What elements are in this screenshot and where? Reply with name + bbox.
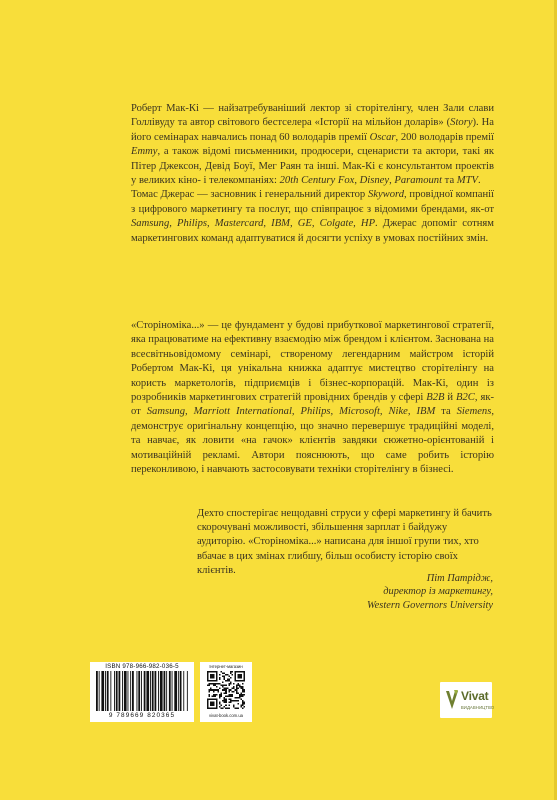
qr-module <box>233 688 235 690</box>
qr-module <box>225 700 227 702</box>
bio-text: , <box>389 175 395 187</box>
qr-module <box>227 679 229 681</box>
qr-module <box>236 689 238 691</box>
barcode-bar <box>114 671 115 711</box>
qr-module <box>234 689 236 691</box>
qr-module <box>210 688 212 690</box>
qr-module <box>230 700 232 702</box>
qr-module <box>227 674 229 676</box>
qr-module <box>243 701 245 703</box>
barcode-bar <box>158 671 159 711</box>
qr-module <box>234 700 236 702</box>
italic-brands: Samsung, Marriott International, Philips, Microsoft, Nike, IBM <box>146 406 436 418</box>
qr-module <box>215 689 217 691</box>
bio-text: — найзатребуваніший лектор зі сторітелінгу, член Зали слави Голлівуду та автор світового бестселера «Історії на мільйон доларів» ( <box>131 103 494 129</box>
qr-module <box>240 694 242 696</box>
qr-module <box>228 694 230 696</box>
author-name-geras: Томас Джерас <box>131 189 195 201</box>
qr-module <box>239 694 241 696</box>
qr-module <box>240 688 242 690</box>
italic-term: B2B <box>426 392 445 404</box>
qr-module <box>222 700 224 702</box>
barcode-bar <box>169 671 171 711</box>
qr-module <box>222 673 224 675</box>
qr-module <box>233 691 235 693</box>
qr-module <box>210 674 215 679</box>
vivat-v-icon <box>445 689 459 711</box>
qr-module <box>228 685 230 687</box>
qr-module <box>239 697 241 699</box>
isbn-barcode-block <box>90 662 194 722</box>
qr-module <box>225 689 227 691</box>
description-text: , як-от <box>131 392 494 418</box>
qr-module <box>230 698 232 700</box>
qr-module <box>224 677 226 679</box>
qr-module <box>231 674 233 676</box>
barcode-icon <box>96 671 188 711</box>
qr-module <box>243 694 245 696</box>
qr-module <box>218 691 220 693</box>
qr-module <box>224 688 226 690</box>
qr-module <box>240 704 242 706</box>
qr-module <box>237 685 239 687</box>
qr-module <box>209 695 211 697</box>
qr-module <box>215 694 217 696</box>
barcode-bar <box>128 671 129 711</box>
qr-module <box>213 683 215 685</box>
qr-module <box>234 697 236 699</box>
isbn-label: ISBN 978-966-982-036-5 <box>105 663 179 670</box>
qr-module <box>218 683 220 685</box>
barcode-bar <box>160 671 163 711</box>
qr-module <box>219 706 221 708</box>
qr-module <box>222 685 224 687</box>
qr-module <box>225 698 227 700</box>
qr-module <box>228 691 230 693</box>
qr-module <box>230 701 232 703</box>
qr-module <box>225 701 227 703</box>
qr-module <box>225 685 227 687</box>
qr-module <box>228 701 230 703</box>
barcode-bar <box>152 671 154 711</box>
qr-module <box>209 685 211 687</box>
bio-text: . Джерас допоміг сотням маркетингових команд адаптуватися й досягти успіху в умовах постійних змін. <box>131 218 494 244</box>
qr-module <box>231 700 233 702</box>
barcode-bar <box>172 671 173 711</box>
qr-module <box>236 686 238 688</box>
qr-module <box>233 683 235 685</box>
qr-module <box>231 688 233 690</box>
qr-module <box>225 707 227 709</box>
qr-module <box>227 707 229 709</box>
qr-module <box>219 679 221 681</box>
italic-award: Oscar <box>369 131 396 143</box>
qr-module <box>215 685 217 687</box>
qr-module <box>240 698 242 700</box>
qr-module <box>210 683 212 685</box>
author-name-mckee: Роберт Мак-Кі <box>131 103 199 114</box>
barcode-bar <box>166 671 167 711</box>
qr-module <box>243 689 245 691</box>
qr-module <box>236 707 238 709</box>
qr-module <box>222 676 224 678</box>
qr-module <box>242 691 244 693</box>
bio-mckee <box>131 102 494 188</box>
quote-text: Дехто спостерігає нещодавні струси у сфері маркетингу й бачить скорочувані можливості, збільшення зарплат і байдужу аудиторію. «Сторіноміка...» написана для іншої групи тих, хто вбачає в цих змінах глибшу, більш особисту історію своїх клієнтів. <box>197 508 492 576</box>
publisher-logo <box>440 682 495 718</box>
qr-module <box>222 689 224 691</box>
qr-module <box>230 682 232 684</box>
bio-text: , 200 володарів премії <box>395 131 494 143</box>
qr-module <box>228 698 230 700</box>
qr-module <box>242 703 244 705</box>
qr-module <box>224 701 226 703</box>
book-description <box>131 319 494 477</box>
qr-module <box>233 704 235 706</box>
qr-module <box>239 685 241 687</box>
qr-module <box>207 685 209 687</box>
qr-module <box>237 703 239 705</box>
qr-module <box>230 683 232 685</box>
qr-module <box>228 695 230 697</box>
qr-module <box>233 700 235 702</box>
quote-author-org: Western Governors University <box>366 599 493 611</box>
qr-module <box>224 676 226 678</box>
qr-module <box>242 694 244 696</box>
qr-module <box>222 686 224 688</box>
bio-text: ). На його семінарах навчались понад 60 володарів премії <box>131 117 494 143</box>
qr-module <box>209 694 211 696</box>
qr-module <box>212 683 214 685</box>
italic-company: Paramount <box>394 175 443 187</box>
barcode-digits: 9 789669 820365 <box>108 712 176 719</box>
description-text: та <box>435 406 457 418</box>
italic-company: MTV <box>456 175 478 187</box>
qr-module <box>221 694 223 696</box>
qr-module <box>242 707 244 709</box>
barcode-bar <box>99 671 100 711</box>
qr-module <box>225 680 227 682</box>
barcode-bar <box>178 671 179 711</box>
qr-code-icon <box>207 671 245 709</box>
qr-module <box>215 695 217 697</box>
qr-module <box>231 695 233 697</box>
qr-module <box>230 677 232 679</box>
barcode-bar <box>138 671 140 711</box>
barcode-bar <box>150 671 151 711</box>
qr-module <box>219 688 221 690</box>
qr-module <box>225 692 227 694</box>
barcode-bar <box>107 671 109 711</box>
qr-module <box>242 683 244 685</box>
barcode-bar <box>105 671 106 711</box>
qr-module <box>237 700 239 702</box>
qr-module <box>243 703 245 705</box>
qr-module <box>221 671 223 673</box>
description-text: , демонструє оригінальну концепцію, що значно перевершує традиційні моделі, та навчає, як ловити «на гачок» клієнтів завдяки сюжетно-орієнтованій і мотиваційній рекламі. Автори пояснюють, що саме робить історію переконливою, і навчають застосовувати техніки сторітелінгу в бізнесі. <box>131 406 494 476</box>
qr-module <box>228 680 230 682</box>
description-text: й <box>444 392 457 404</box>
barcode-bar <box>96 671 98 711</box>
publisher-name: Vivat <box>461 689 489 703</box>
italic-company: Disney <box>359 175 390 187</box>
qr-module <box>219 695 221 697</box>
qr-module <box>225 691 227 693</box>
qr-module <box>230 689 232 691</box>
qr-module <box>243 706 245 708</box>
qr-module <box>228 683 230 685</box>
qr-module <box>225 674 227 676</box>
qr-module <box>213 685 215 687</box>
endorsement-quote <box>197 507 493 578</box>
qr-module <box>242 704 244 706</box>
qr-module <box>242 689 244 691</box>
qr-module <box>230 673 232 675</box>
qr-module <box>239 686 241 688</box>
qr-module <box>230 695 232 697</box>
barcode-bar <box>187 671 188 711</box>
qr-module <box>237 692 239 694</box>
qr-module <box>221 707 223 709</box>
qr-module <box>233 686 235 688</box>
qr-module <box>240 695 242 697</box>
qr-module <box>216 683 218 685</box>
qr-module <box>239 695 241 697</box>
qr-module <box>225 695 227 697</box>
barcode-bar <box>122 671 123 711</box>
qr-module <box>237 688 239 690</box>
qr-module <box>240 706 242 708</box>
qr-module <box>221 685 223 687</box>
bio-text: , провідної компанії з цифрового маркетингу та послуг, що співпрацює з відомими брендами, як-от <box>131 189 494 215</box>
qr-module <box>240 692 242 694</box>
qr-module <box>236 692 238 694</box>
qr-module <box>237 697 239 699</box>
barcode-bar <box>116 671 118 711</box>
qr-module <box>224 706 226 708</box>
qr-code-block[interactable] <box>200 662 252 722</box>
italic-brands: Samsung, Philips, Mastercard, IBM, GE, Colgate, HP <box>131 218 376 230</box>
qr-module <box>219 683 221 685</box>
qr-module <box>236 691 238 693</box>
qr-module <box>219 703 221 705</box>
qr-module <box>224 679 226 681</box>
barcode-bar <box>132 671 134 711</box>
quote-attribution <box>233 572 493 612</box>
qr-module <box>222 682 224 684</box>
qr-module <box>213 689 215 691</box>
qr-module <box>231 694 233 696</box>
qr-module <box>221 695 223 697</box>
barcode-bar <box>180 671 182 711</box>
barcode-bar <box>119 671 121 711</box>
qr-module <box>236 700 238 702</box>
qr-module <box>209 691 211 693</box>
qr-module <box>221 704 223 706</box>
bio-geras <box>131 188 494 246</box>
qr-module <box>221 692 223 694</box>
qr-module <box>224 698 226 700</box>
qr-module <box>213 691 215 693</box>
qr-module <box>219 677 221 679</box>
barcode-bar <box>144 671 146 711</box>
qr-module <box>243 691 245 693</box>
barcode-bar <box>141 671 142 711</box>
barcode-bar <box>124 671 127 711</box>
qr-module <box>240 686 242 688</box>
barcode-bar <box>183 671 184 711</box>
authors-bio <box>131 102 494 246</box>
qr-module <box>224 700 226 702</box>
bio-text: . <box>477 175 481 187</box>
description-text: «Сторіноміка...» — це фундамент у будові прибуткової маркетингової стратегії, яка працюватиме на ефективну взаємодію між брендом і клієнтом. Заснована на всесвітньовідомому семінарі, створеному легендарним майстром історій Робертом Мак-Кі, ця унікальна книжка адаптує мистецтво сторітелінгу на користь маркетологів, підприємців і бізнес-корпорацій. Мак-Кі, один із розробників маркетингових стратегій провідних брендів у сфері <box>131 320 494 404</box>
italic-company: Skyword <box>367 189 405 201</box>
qr-module <box>224 673 226 675</box>
quote-author-role: директор із маркетингу, <box>383 586 493 598</box>
qr-module <box>224 692 226 694</box>
qr-module <box>234 707 236 709</box>
qr-module <box>212 689 214 691</box>
qr-module <box>224 697 226 699</box>
italic-title: Story <box>450 117 473 129</box>
qr-module <box>224 689 226 691</box>
qr-module <box>216 689 218 691</box>
qr-module <box>218 689 220 691</box>
barcode-bar <box>174 671 177 711</box>
qr-module <box>236 685 238 687</box>
qr-module <box>230 694 232 696</box>
qr-module <box>210 689 212 691</box>
qr-module <box>219 697 221 699</box>
qr-module <box>209 683 211 685</box>
qr-module <box>219 701 221 703</box>
quote-author: Піт Патрідж, <box>426 573 493 584</box>
qr-module <box>216 686 218 688</box>
qr-module <box>228 679 230 681</box>
qr-module <box>237 707 239 709</box>
bio-text: , <box>354 175 360 187</box>
qr-module <box>219 694 221 696</box>
qr-module <box>230 671 232 673</box>
qr-module <box>216 694 218 696</box>
qr-module <box>213 694 215 696</box>
qr-module <box>222 707 224 709</box>
qr-module <box>209 689 211 691</box>
qr-module <box>213 695 215 697</box>
qr-title: Інтернет-магазин <box>209 664 243 669</box>
qr-module <box>242 700 244 702</box>
qr-module <box>228 707 230 709</box>
qr-module <box>228 704 230 706</box>
qr-module <box>231 691 233 693</box>
qr-module <box>227 695 229 697</box>
qr-module <box>242 695 244 697</box>
qr-module <box>210 701 215 706</box>
qr-module <box>242 688 244 690</box>
qr-module <box>212 695 214 697</box>
description-paragraph <box>131 319 494 477</box>
qr-module <box>242 701 244 703</box>
qr-module <box>227 680 229 682</box>
qr-module <box>225 704 227 706</box>
qr-url: vivat-book.com.ua <box>209 713 243 718</box>
qr-module <box>242 686 244 688</box>
qr-module <box>228 689 230 691</box>
qr-module <box>236 697 238 699</box>
qr-module <box>231 671 233 673</box>
qr-module <box>224 685 226 687</box>
qr-module <box>215 683 217 685</box>
italic-term: B2C <box>456 392 475 404</box>
bio-text: та <box>442 175 457 187</box>
barcode-bar <box>110 671 111 711</box>
barcode-bar <box>155 671 157 711</box>
barcode-bar <box>130 671 131 711</box>
italic-company: 20th Century Fox <box>279 175 355 187</box>
barcode-bar <box>101 671 104 711</box>
publisher-subtitle: ВИДАВНИЦТВО <box>461 705 495 710</box>
barcode-bar <box>146 671 149 711</box>
italic-company: Siemens <box>456 406 492 418</box>
bio-text: — засновник і генеральний директор <box>194 189 368 201</box>
barcode-bar <box>164 671 166 711</box>
qr-module <box>237 674 242 679</box>
qr-module <box>233 706 235 708</box>
qr-module <box>236 688 238 690</box>
barcode-bar <box>137 671 138 711</box>
italic-award: Emmy <box>131 146 158 158</box>
qr-module <box>228 676 230 678</box>
qr-module <box>237 683 239 685</box>
qr-module <box>225 688 227 690</box>
qr-module <box>219 674 221 676</box>
bio-text: , а також відомі письменники, продюсери, сценаристи та актори, такі як Пітер Джексон, Девід Боуї, Мег Раян та інші. Мак-Кі є консультантом проектів у великих кіно- і телекомпаніях: <box>131 146 494 187</box>
qr-module <box>227 688 229 690</box>
